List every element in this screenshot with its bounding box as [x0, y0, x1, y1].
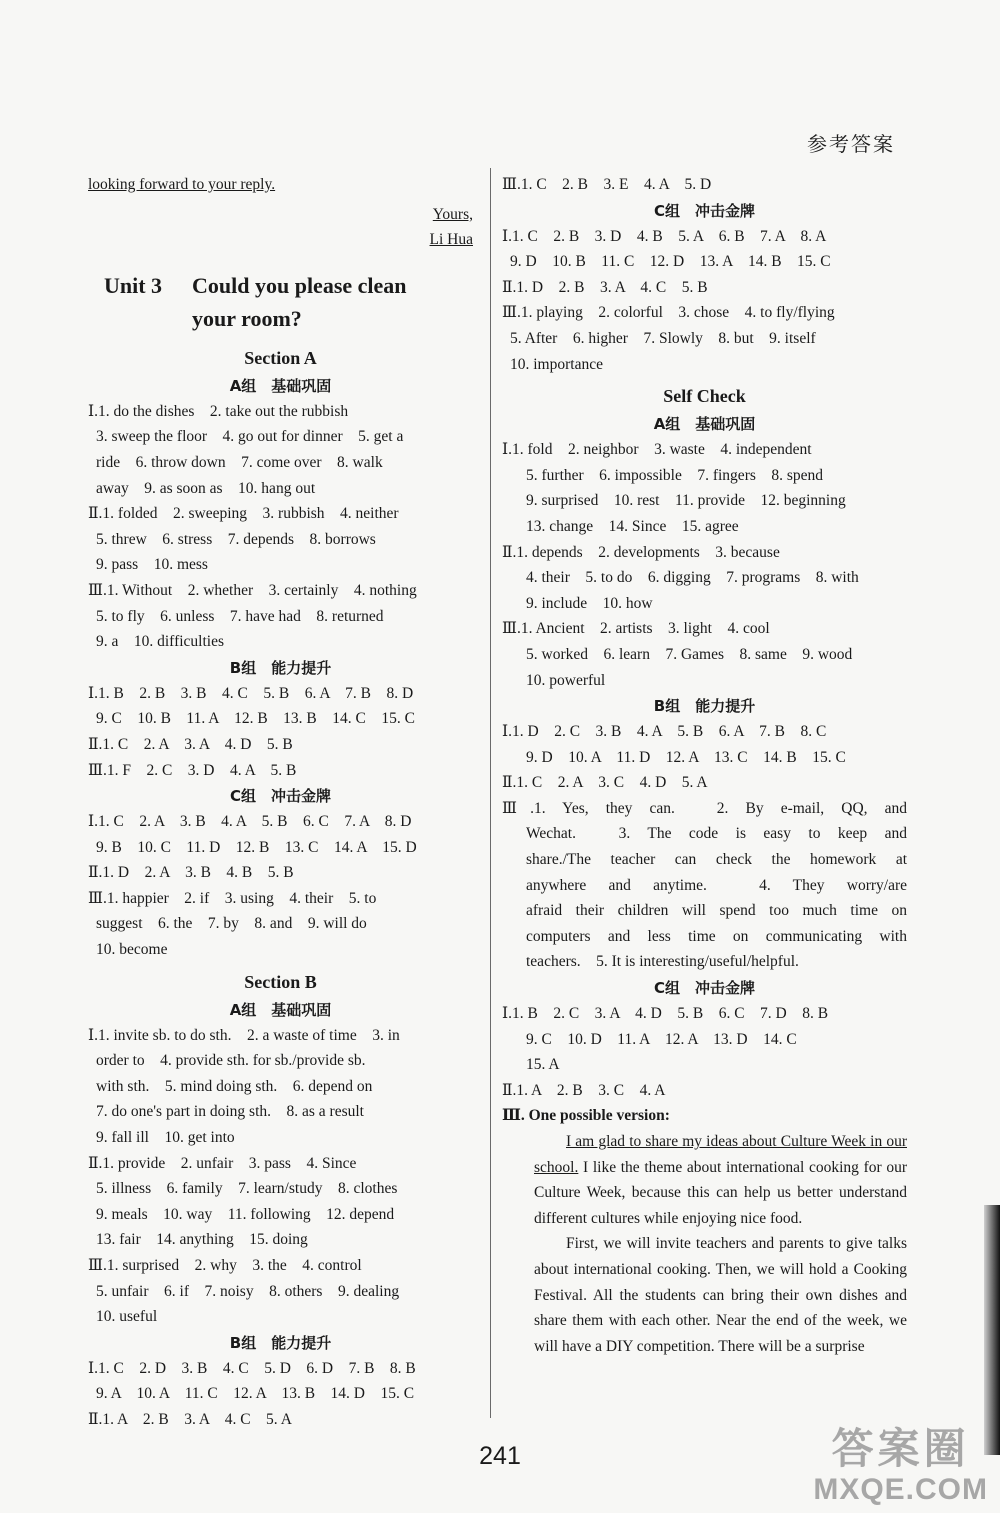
answer-line: Wechat. 3. The code is easy to keep and	[526, 825, 907, 843]
answer-line: Ⅱ.1. D 2. A 3. B 4. B 5. B	[88, 864, 294, 882]
answer-line: Ⅰ.1. fold 2. neighbor 3. waste 4. independent	[502, 441, 812, 459]
essay-paragraph: First, we will invite teachers and parents to give talks about international cooking. Then, we will hold a Cooking Festival. All the students can bring their own dishes and share them with each other. Near the end of the week, we will have a DIY competition. There will be a surprise	[534, 1235, 907, 1355]
unit-title-line2: your room?	[192, 305, 302, 331]
answer-line: Ⅱ.1. A 2. B 3. C 4. A	[502, 1081, 666, 1099]
answer-line: 10. powerful	[526, 671, 606, 689]
answer-line: Ⅲ.1. happier 2. if 3. using 4. their 5. to	[88, 889, 377, 907]
answer-line: away 9. as soon as 10. hang out	[96, 479, 316, 497]
essay-label: Ⅲ. One possible version:	[502, 1107, 670, 1125]
answer-line: 7. do one's part in doing sth. 8. as a result	[96, 1103, 364, 1121]
self-check-group-b-answers	[502, 719, 907, 975]
section-b-group-c-title: C组 冲击金牌	[653, 201, 755, 220]
answer-line: 9. B 10. C 11. D 12. B 13. C 14. A 15. D	[96, 838, 417, 856]
answer-line: Ⅲ.1. Yes, they can. 2. By e-mail, QQ, and	[502, 799, 907, 817]
section-a-group-c-title: C组 冲击金牌	[229, 787, 331, 806]
answer-line: Ⅰ.1. D 2. C 3. B 4. A 5. B 6. A 7. B 8. C	[502, 723, 827, 741]
answer-line: 10. useful	[96, 1308, 158, 1326]
answer-line: 5. to fly 6. unless 7. have had 8. returned	[96, 607, 384, 625]
answer-line: computers and less time on communicating with	[526, 927, 907, 945]
answer-line: 9. D 10. A 11. D 12. A 13. C 14. B 15. C	[526, 748, 846, 766]
watermark-logo	[813, 1425, 988, 1507]
self-check-group-c-title: C组 冲击金牌	[653, 979, 755, 998]
answer-line: Ⅰ.1. C 2. A 3. B 4. A 5. B 6. C 7. A 8. D	[88, 813, 412, 831]
letter-sign-off: Yours,	[432, 205, 473, 223]
answer-line: Ⅱ.1. C 2. A 3. C 4. D 5. A	[502, 774, 708, 792]
answer-line: 5. illness 6. family 7. learn/study 8. clothes	[96, 1180, 398, 1198]
watermark-line2: MXQE.COM	[813, 1473, 988, 1506]
section-a-group-b-answers	[88, 681, 473, 783]
section-a-group-c-answers	[88, 809, 473, 963]
answer-line: 10. become	[96, 941, 168, 959]
answer-line: 4. their 5. to do 6. digging 7. programs 8. with	[526, 569, 859, 587]
answer-line: Ⅲ.1. playing 2. colorful 3. chose 4. to fly/flying	[502, 304, 835, 322]
answer-line: 9. D 10. B 11. C 12. D 13. A 14. B 15. C	[510, 253, 831, 271]
section-a-group-a-answers	[88, 399, 473, 655]
answer-line: 15. A	[526, 1056, 560, 1074]
section-b-group-b-answers	[88, 1356, 473, 1433]
answer-line: anywhere and anytime. 4. They worry/are	[526, 876, 907, 894]
answer-line: order to 4. provide sth. for sb./provide sb.	[96, 1052, 366, 1070]
answer-line: 5. After 6. higher 7. Slowly 8. but 9. itself	[510, 329, 816, 347]
answer-line: 5. unfair 6. if 7. noisy 8. others 9. dealing	[96, 1282, 400, 1300]
answer-line: Ⅰ.1. invite sb. to do sth. 2. a waste of time 3. in	[88, 1026, 400, 1044]
answer-line: suggest 6. the 7. by 8. and 9. will do	[96, 915, 367, 933]
answer-line: with sth. 5. mind doing sth. 6. depend on	[96, 1077, 373, 1095]
answer-line: Ⅱ.1. C 2. A 3. A 4. D 5. B	[88, 735, 293, 753]
section-a-title: Section A	[244, 347, 317, 368]
right-column	[502, 172, 907, 1359]
answer-line: afraid their children will spend too much time on	[526, 902, 907, 920]
watermark-line1: 答案圈	[831, 1425, 970, 1472]
answer-line: 5. threw 6. stress 7. depends 8. borrows	[96, 530, 376, 548]
self-check-group-c-answers	[502, 1001, 907, 1129]
answer-line: 3. sweep the floor 4. go out for dinner 5. get a	[96, 428, 404, 446]
answer-line: 9. pass 10. mess	[96, 556, 208, 574]
column-divider	[490, 168, 491, 1418]
answer-line: 9. meals 10. way 11. following 12. depend	[96, 1205, 395, 1223]
answer-line: 9. A 10. A 11. C 12. A 13. B 14. D 15. C	[96, 1385, 415, 1403]
essay-paragraph	[534, 1129, 907, 1231]
running-header: 参考答案	[807, 132, 895, 156]
section-b-group-b-title: B组 能力提升	[229, 1333, 332, 1352]
answer-line: Ⅰ.1. B 2. C 3. A 4. D 5. B 6. C 7. D 8. B	[502, 1005, 829, 1023]
answer-line: 10. importance	[510, 355, 603, 373]
essay-underlined-sentence: I am glad to share my ideas about Culture Week in our school.	[534, 1133, 907, 1176]
section-b-group-a-title: A组 基础巩固	[229, 1000, 332, 1019]
self-check-group-b-title: B组 能力提升	[653, 697, 756, 716]
unit-title	[88, 269, 473, 335]
answer-line: ride 6. throw down 7. come over 8. walk	[96, 453, 383, 471]
section-b-group-a-answers	[88, 1023, 473, 1330]
answer-line: Ⅱ.1. depends 2. developments 3. because	[502, 543, 780, 561]
answer-line: 9. a 10. difficulties	[96, 633, 224, 651]
answer-line: 9. C 10. B 11. A 12. B 13. B 14. C 15. C	[96, 710, 415, 728]
essay-sample	[502, 1129, 907, 1359]
page-number: 241	[479, 1442, 521, 1470]
answer-line: 5. worked 6. learn 7. Games 8. same 9. wood	[526, 645, 853, 663]
answer-line: Ⅱ.1. A 2. B 3. A 4. C 5. A	[88, 1410, 292, 1428]
self-check-group-a-title: A组 基础巩固	[653, 415, 756, 434]
answer-line: 5. further 6. impossible 7. fingers 8. spend	[526, 466, 824, 484]
letter-name: Li Hua	[429, 231, 473, 249]
answer-line: 9. C 10. D 11. A 12. A 13. D 14. C	[526, 1030, 797, 1048]
answer-line: 9. fall ill 10. get into	[96, 1129, 235, 1147]
answer-line: Ⅲ.1. Without 2. whether 3. certainly 4. nothing	[88, 581, 417, 599]
section-b-title: Section B	[244, 971, 317, 992]
unit-number: Unit 3	[104, 272, 163, 298]
answer-line: Ⅲ.1. F 2. C 3. D 4. A 5. B	[88, 761, 297, 779]
section-a-group-b-title: B组 能力提升	[229, 658, 332, 677]
answer-line: Ⅲ.1. Ancient 2. artists 3. light 4. cool	[502, 620, 770, 638]
essay-paragraph-rest: I like the theme about international cooking for our Culture Week, because this can help us better understand different cultures while enjoying nice food.	[534, 1158, 907, 1227]
answer-line: 9. include 10. how	[526, 594, 653, 612]
answer-line: Ⅰ.1. C 2. D 3. B 4. C 5. D 6. D 7. B 8. B	[88, 1359, 416, 1377]
section-a-group-a-title: A组 基础巩固	[229, 376, 332, 395]
letter-closing-line: looking forward to your reply.	[88, 176, 276, 193]
section-b-group-c-answers	[502, 224, 907, 378]
answer-line: Ⅰ.1. B 2. B 3. B 4. C 5. B 6. A 7. B 8. D	[88, 684, 414, 702]
answer-line: share./The teacher can check the homework at	[526, 851, 907, 869]
unit-title-line1: Could you please clean	[192, 272, 407, 298]
answer-line: 13. fair 14. anything 15. doing	[96, 1231, 308, 1249]
answer-line: Ⅱ.1. provide 2. unfair 3. pass 4. Since	[88, 1154, 357, 1172]
answer-line: 13. change 14. Since 15. agree	[526, 517, 739, 535]
answer-line: Ⅰ.1. C 2. B 3. D 4. B 5. A 6. B 7. A 8. A	[502, 227, 827, 245]
answer-line: Ⅱ.1. folded 2. sweeping 3. rubbish 4. neither	[88, 505, 399, 523]
answer-line: Ⅱ.1. D 2. B 3. A 4. C 5. B	[502, 278, 708, 296]
answer-line: 9. surprised 10. rest 11. provide 12. beginning	[526, 492, 846, 510]
self-check-group-a-answers	[502, 437, 907, 693]
page-edge-shadow	[984, 1205, 1000, 1455]
answer-line: teachers. 5. It is interesting/useful/helpful.	[526, 953, 799, 971]
left-column	[88, 172, 473, 1433]
answer-line: Ⅲ.1. C 2. B 3. E 4. A 5. D	[502, 176, 712, 193]
self-check-title: Self Check	[663, 386, 746, 407]
answer-line: Ⅲ.1. surprised 2. why 3. the 4. control	[88, 1257, 362, 1274]
answer-line: Ⅰ.1. do the dishes 2. take out the rubbish	[88, 402, 349, 420]
